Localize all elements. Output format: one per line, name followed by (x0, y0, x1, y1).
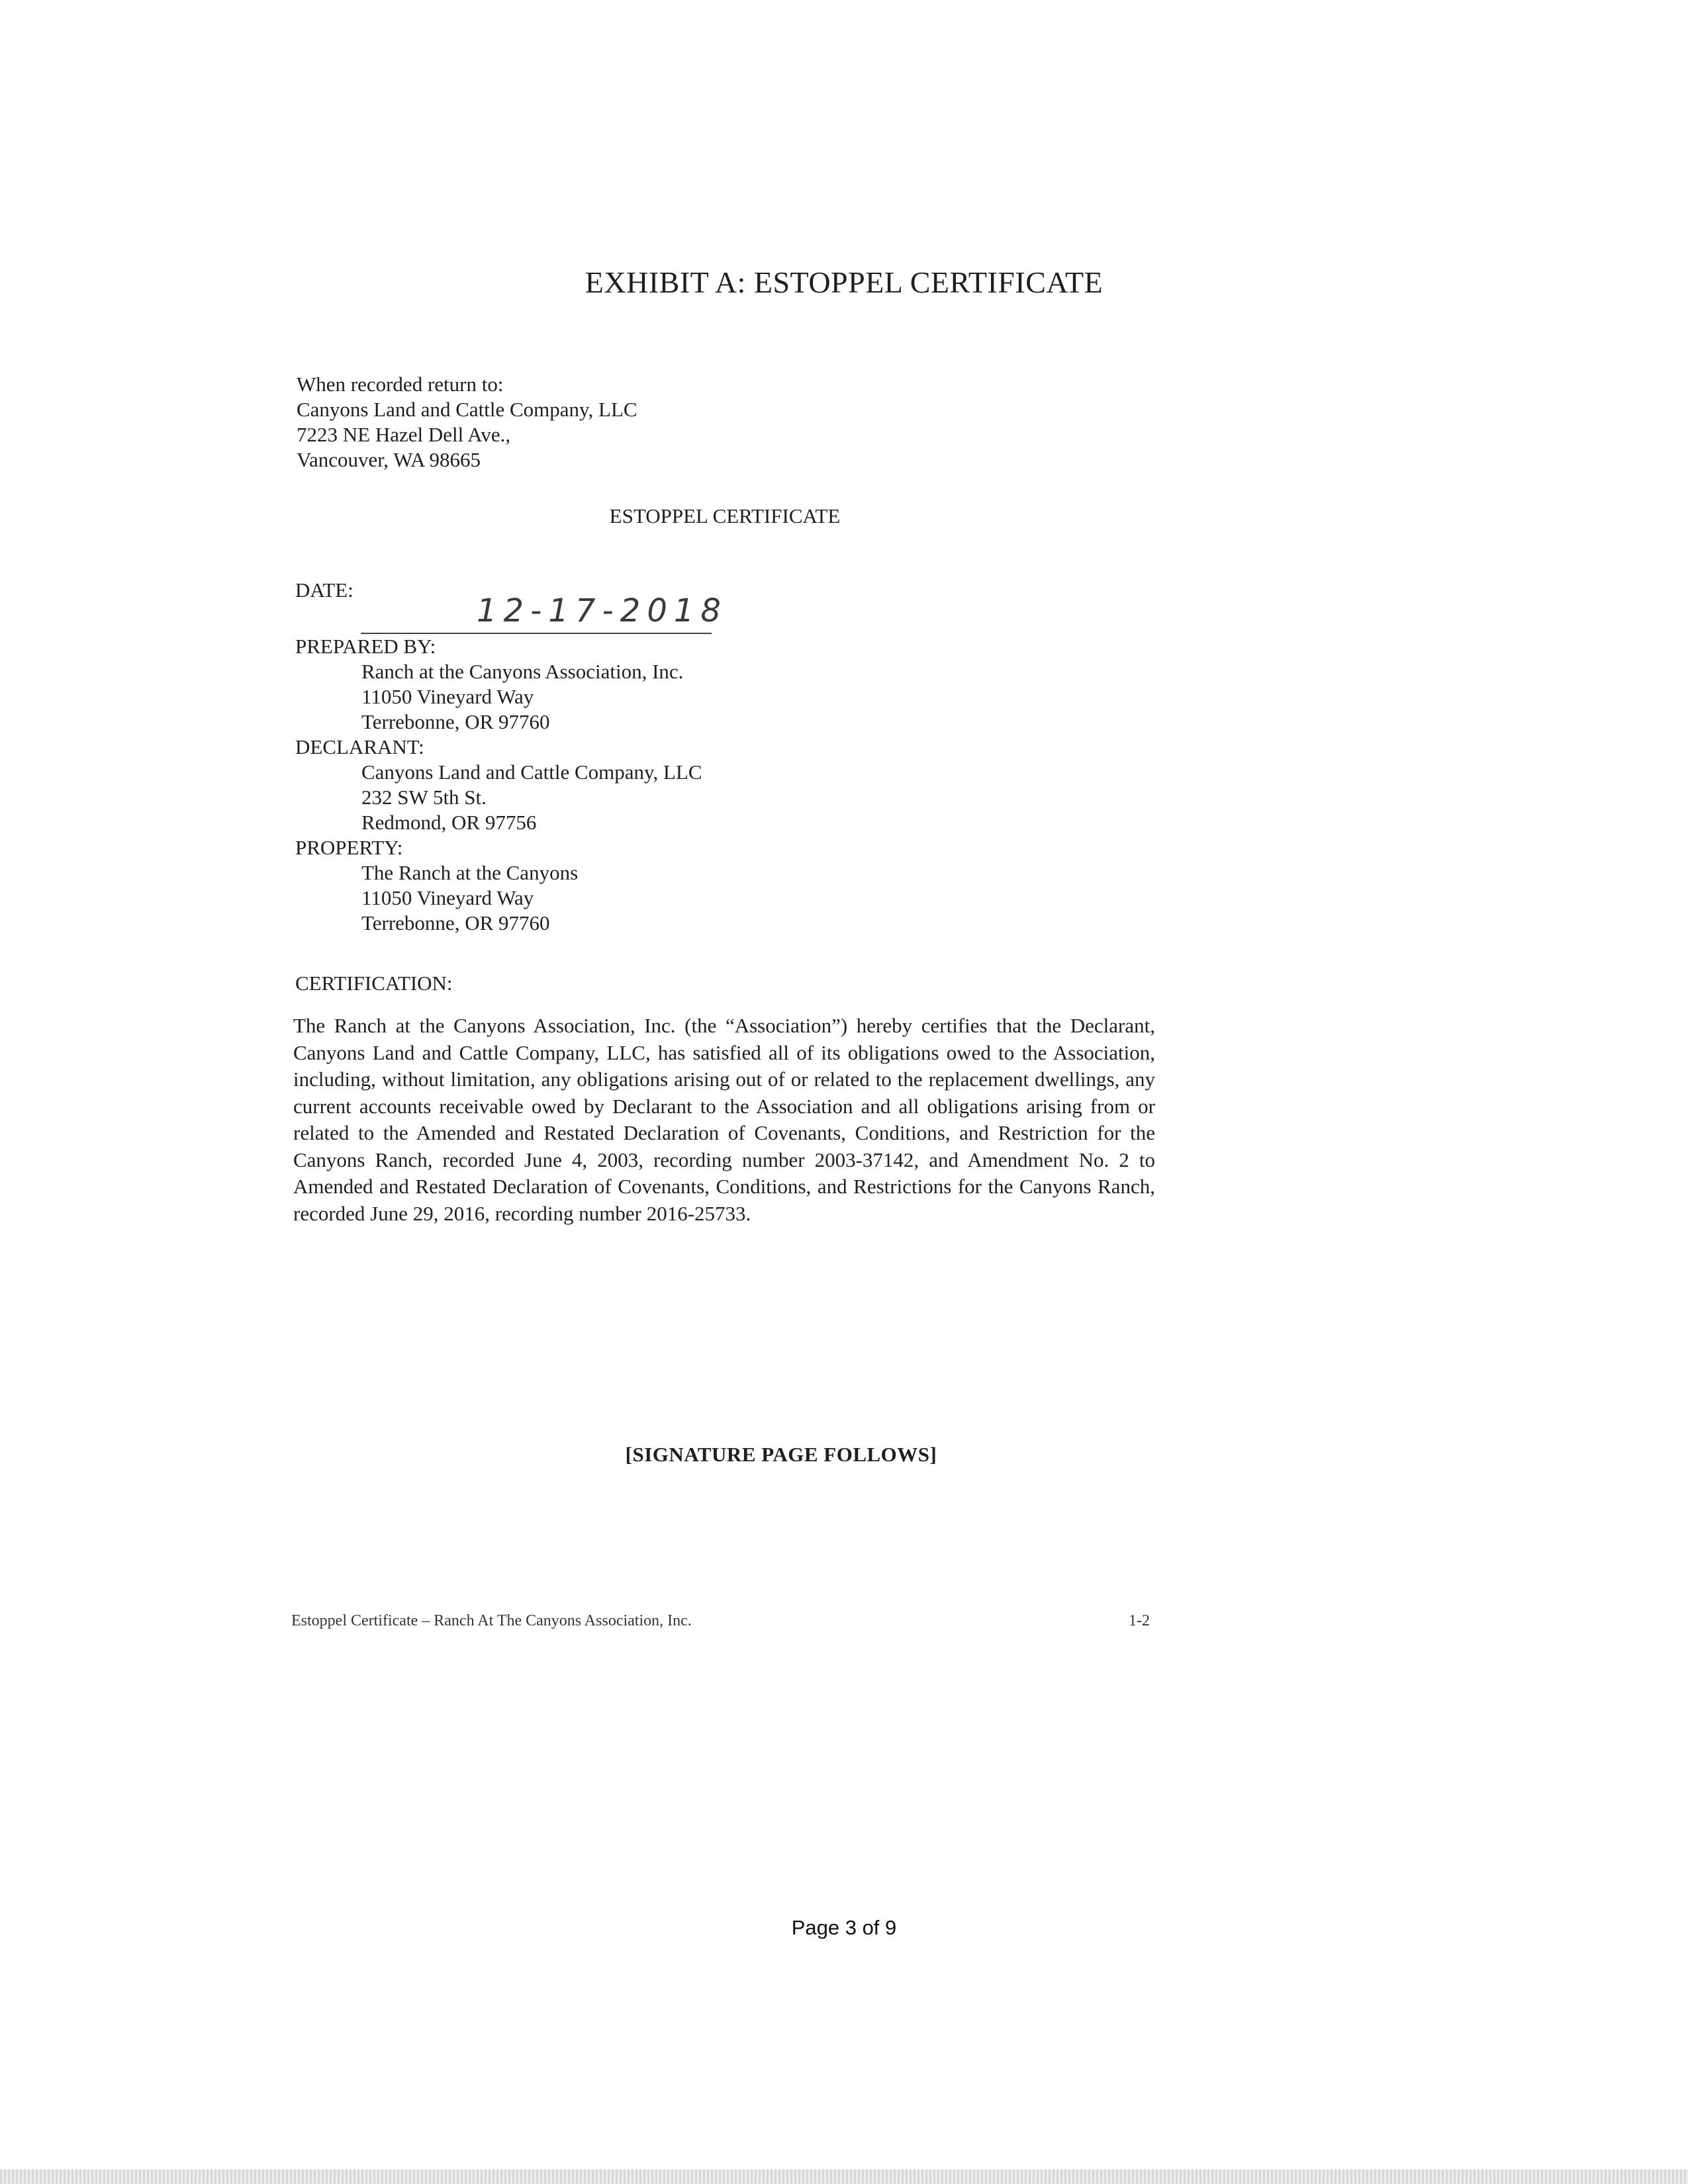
prepared-by-section (295, 634, 702, 936)
return-line: Canyons Land and Cattle Company, LLC (297, 398, 637, 421)
document-title: EXHIBIT A: ESTOPPEL CERTIFICATE (585, 265, 1103, 299)
return-line: 7223 NE Hazel Dell Ave., (297, 423, 511, 446)
certification-label: CERTIFICATION: (295, 972, 453, 995)
property-line: The Ranch at the Canyons (361, 861, 579, 884)
certification-paragraph: The Ranch at the Canyons Association, Inc. (the “Association”) hereby certifies that the Declarant, Canyons Land and Cattle Company, LLC, has satisfied all of its obligations owed to the Association, including, without limitation, any obligations arising out of or related to the replacement dwellings, any current accounts receivable owed by Declarant to the Association and all obligations arising from or related to the Amended and Restated Declaration of Covenants, Conditions, and Restriction for the Canyons Ranch, recorded June 4, 2003, recording number 2003-37142, and Amendment No. 2 to Amended and Restated Declaration of Covenants, Conditions, and Restrictions for the Canyons Ranch, recorded June 29, 2016, recording number 2016-25733. (293, 1014, 1155, 1225)
declarant-line: Canyons Land and Cattle Company, LLC (361, 760, 702, 784)
date-label: DATE: (295, 578, 353, 602)
property-line: 11050 Vineyard Way (361, 886, 534, 909)
declarant-line: 232 SW 5th St. (361, 786, 487, 809)
property-line: Terrebonne, OR 97760 (361, 911, 550, 934)
prepared-by-line: Ranch at the Canyons Association, Inc. (361, 660, 684, 683)
handwritten-date: 12-17-2018 (477, 592, 727, 629)
property-label: PROPERTY: (295, 836, 403, 859)
footer-page-code: 1-2 (1129, 1612, 1150, 1629)
return-label: When recorded return to: (297, 373, 504, 396)
scan-edge-strip (0, 2169, 1688, 2184)
declarant-line: Redmond, OR 97756 (361, 811, 537, 834)
certificate-subtitle: ESTOPPEL CERTIFICATE (609, 504, 841, 527)
prepared-by-label: PREPARED BY: (295, 635, 436, 658)
return-line: Vancouver, WA 98665 (297, 448, 481, 471)
signature-page-note: [SIGNATURE PAGE FOLLOWS] (625, 1443, 937, 1466)
page-number: Page 3 of 9 (791, 1916, 897, 1939)
return-address-block (297, 372, 637, 473)
prepared-by-line: 11050 Vineyard Way (361, 685, 534, 708)
declarant-label: DECLARANT: (295, 735, 424, 758)
footer-document-name: Estoppel Certificate – Ranch At The Canyons Association, Inc. (291, 1612, 692, 1629)
prepared-by-line: Terrebonne, OR 97760 (361, 710, 550, 733)
